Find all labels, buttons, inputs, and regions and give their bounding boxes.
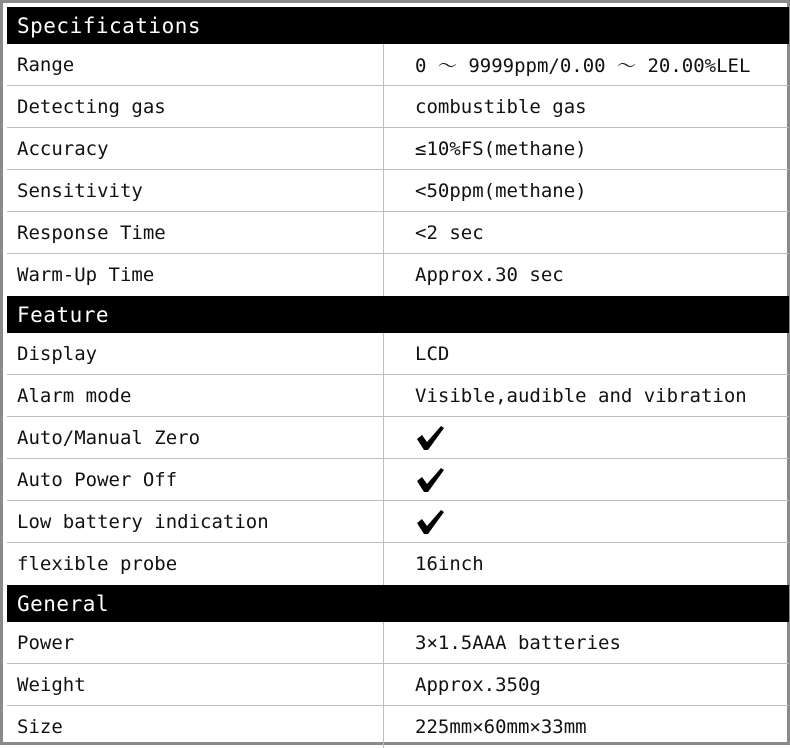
table-row	[7, 86, 789, 128]
row-value: 16inch	[415, 553, 484, 575]
table-row	[7, 333, 789, 375]
row-label: Response Time	[7, 212, 384, 253]
section-header-specifications	[7, 7, 789, 44]
table-row	[7, 622, 789, 664]
row-value: 0 ～ 9999ppm/0.00 ～ 20.00%LEL	[415, 55, 751, 77]
table-row	[7, 254, 789, 296]
row-value: Approx.30 sec	[415, 264, 564, 286]
row-label: Alarm mode	[7, 375, 384, 416]
checkmark-icon	[415, 466, 445, 494]
row-value: <50ppm(methane)	[415, 179, 587, 202]
table-row	[7, 170, 789, 212]
row-value: <2 sec	[415, 221, 484, 244]
table-row	[7, 501, 789, 543]
row-label: Weight	[7, 664, 384, 705]
row-label: Low battery indication	[7, 501, 384, 542]
row-value: Approx.350g	[415, 673, 541, 696]
row-value	[384, 501, 789, 542]
row-label: Auto/Manual Zero	[7, 417, 384, 458]
row-value	[384, 459, 789, 500]
row-value: 3×1.5AAA batteries	[415, 631, 621, 654]
row-value: Visible,audible and vibration	[415, 384, 747, 407]
row-label: Sensitivity	[7, 170, 384, 211]
row-value: ≤10%FS(methane)	[415, 137, 587, 160]
table-row	[7, 706, 789, 748]
row-value: combustible gas	[415, 95, 587, 118]
row-value: LCD	[415, 342, 450, 365]
checkmark-icon	[415, 424, 445, 452]
row-label: Display	[7, 333, 384, 374]
row-label: Warm-Up Time	[7, 254, 384, 296]
table-row	[7, 459, 789, 501]
row-label: flexible probe	[7, 543, 384, 585]
table-row	[7, 212, 789, 254]
row-label: Power	[7, 622, 384, 663]
row-label: Range	[7, 44, 384, 85]
table-row	[7, 128, 789, 170]
row-label: Detecting gas	[7, 86, 384, 127]
row-label: Auto Power Off	[7, 459, 384, 500]
section-title: Feature	[17, 302, 110, 327]
table-row	[7, 664, 789, 706]
row-value	[384, 417, 789, 458]
section-title: Specifications	[17, 13, 202, 38]
section-header-feature	[7, 296, 789, 333]
table-row	[7, 44, 789, 86]
table-row	[7, 543, 789, 585]
row-value: 225mm×60mm×33mm	[415, 716, 587, 738]
table-row	[7, 417, 789, 459]
table-row	[7, 375, 789, 417]
section-header-general	[7, 585, 789, 622]
row-label: Size	[7, 706, 384, 748]
spec-table	[7, 7, 789, 748]
row-label: Accuracy	[7, 128, 384, 169]
checkmark-icon	[415, 508, 445, 536]
section-title: General	[17, 591, 110, 616]
